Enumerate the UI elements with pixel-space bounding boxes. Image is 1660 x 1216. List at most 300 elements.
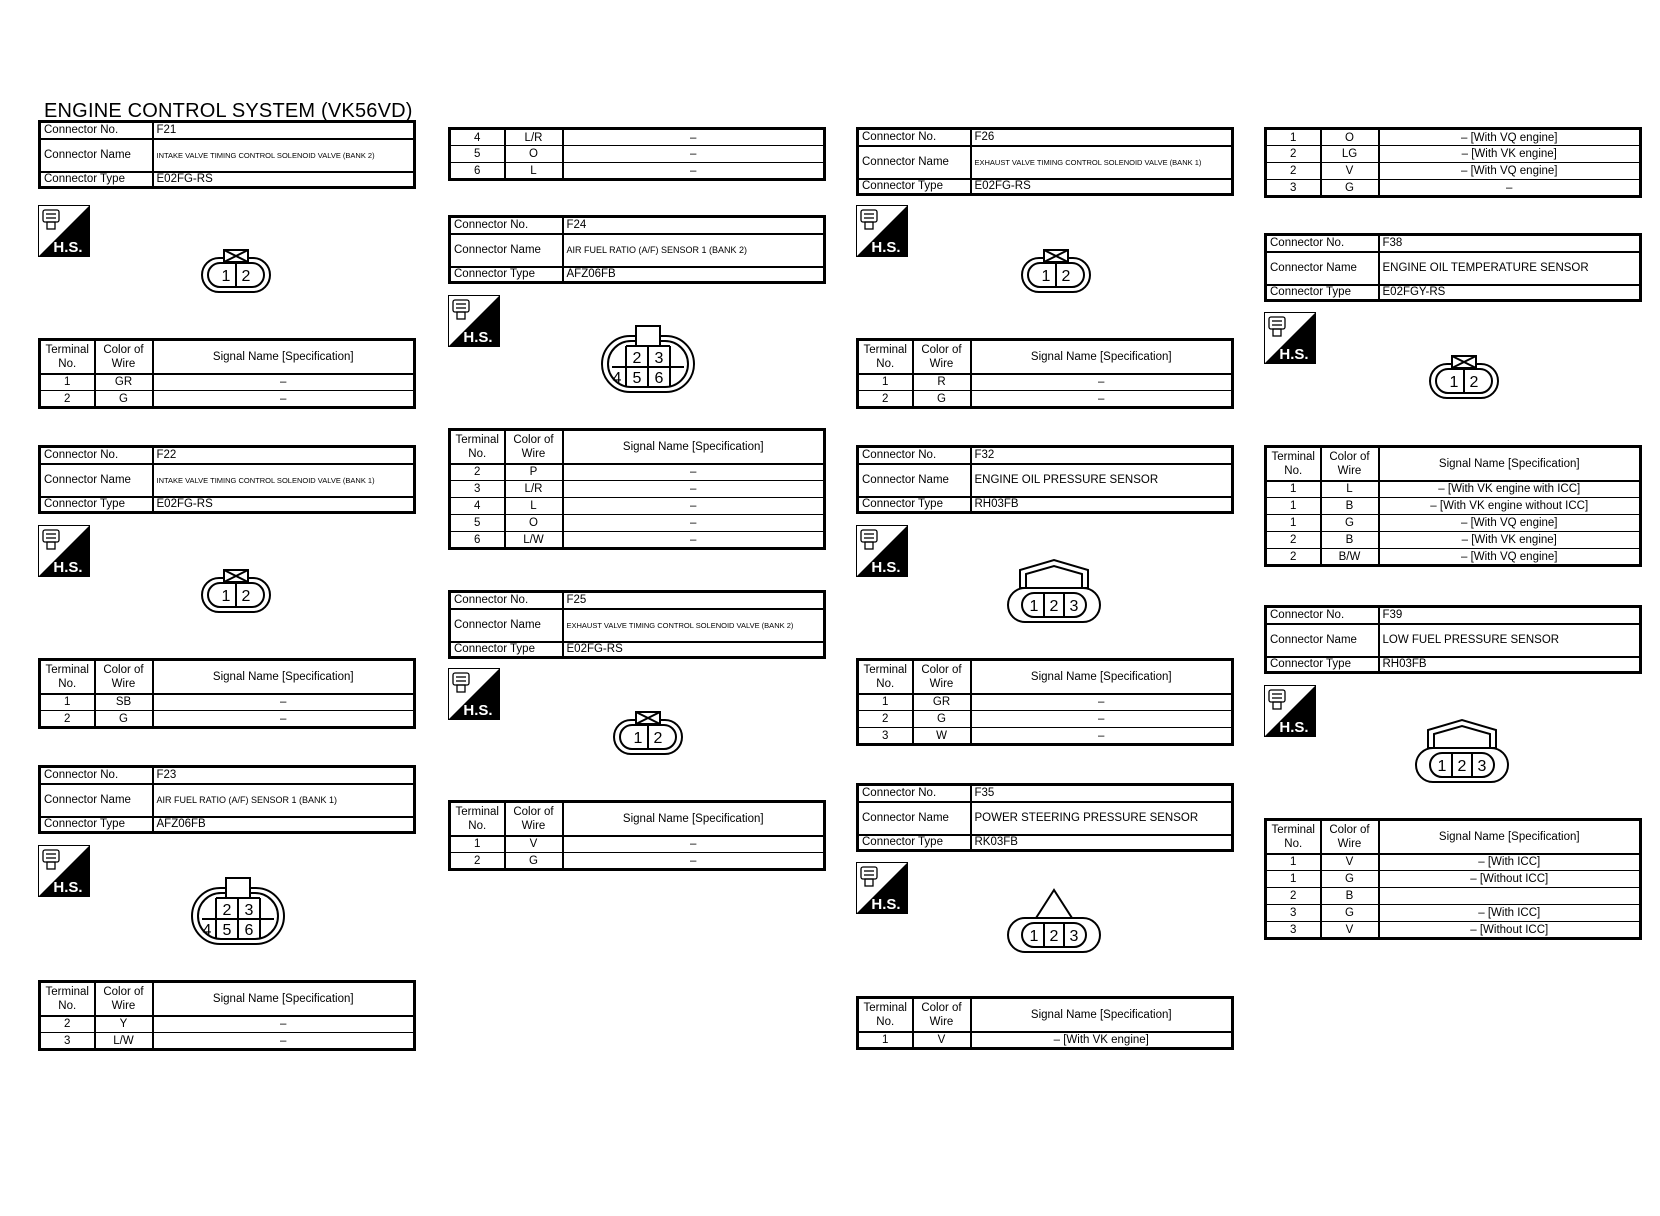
table-row xyxy=(1266,854,1641,871)
wire-color: SB xyxy=(95,694,153,711)
signal-name: – xyxy=(563,515,825,532)
wire-color: W xyxy=(913,728,971,745)
terminal-no: 2 xyxy=(450,464,505,481)
table-row xyxy=(858,694,1233,711)
signal-name: – xyxy=(153,711,415,728)
connector-diagram-3pin xyxy=(1414,718,1510,789)
signal-name: – [With VQ engine] xyxy=(1379,163,1641,180)
signal-name: – xyxy=(1379,180,1641,197)
connector-f24 xyxy=(448,215,826,284)
signal-name: – xyxy=(971,374,1233,391)
table-row xyxy=(858,728,1233,745)
signal-name: – [With VK engine with ICC] xyxy=(1379,481,1641,498)
terminal-table xyxy=(1264,445,1642,567)
signal-name: – [With VQ engine] xyxy=(1379,515,1641,532)
wire-color: L xyxy=(505,163,563,180)
hs-label: H.S. xyxy=(463,329,493,346)
table-row xyxy=(450,836,825,853)
signal-name: – xyxy=(563,836,825,853)
color-of-wire-header: Color of Wire xyxy=(95,660,153,694)
connector-no: F38 xyxy=(1379,235,1641,252)
hs-icon xyxy=(38,205,90,257)
terminal-no: 2 xyxy=(1266,163,1321,180)
table-row xyxy=(1266,481,1641,498)
hs-label: H.S. xyxy=(871,239,901,256)
wire-color: V xyxy=(1321,922,1379,939)
terminal-no-header: Terminal No. xyxy=(40,340,95,374)
signal-name xyxy=(1379,888,1641,905)
connector-diagram-6pin xyxy=(600,324,696,401)
connector-no: F35 xyxy=(971,785,1233,802)
terminal-no: 1 xyxy=(40,374,95,391)
hs-label: H.S. xyxy=(1279,346,1309,363)
connector-no-label: Connector No. xyxy=(1266,607,1379,624)
hs-icon xyxy=(38,525,90,577)
terminal-no-header: Terminal No. xyxy=(450,430,505,464)
terminal-no: 5 xyxy=(450,146,505,163)
terminal-no: 1 xyxy=(1266,871,1321,888)
hs-icon xyxy=(856,525,908,577)
color-of-wire-header: Color of Wire xyxy=(1321,447,1379,481)
terminal-no: 2 xyxy=(40,391,95,408)
color-of-wire-header: Color of Wire xyxy=(1321,820,1379,854)
signal-name-header: Signal Name [Specification] xyxy=(153,660,415,694)
terminal-no: 2 xyxy=(1266,532,1321,549)
wire-color: GR xyxy=(95,374,153,391)
terminal-table-header xyxy=(40,982,415,1016)
table-row xyxy=(1266,888,1641,905)
connector-name: POWER STEERING PRESSURE SENSOR xyxy=(971,802,1233,835)
connector-diagram-3pin xyxy=(1006,888,1102,959)
connector-face xyxy=(600,324,696,396)
connector-type-label: Connector Type xyxy=(858,835,971,851)
connector-no-label: Connector No. xyxy=(40,447,153,464)
signal-name: – xyxy=(563,532,825,549)
terminal-no: 1 xyxy=(1266,498,1321,515)
table-row xyxy=(450,464,825,481)
pin-label: 3 xyxy=(1069,598,1079,615)
wire-color: G xyxy=(1321,515,1379,532)
pin-label: 6 xyxy=(244,922,254,939)
connector-type-label: Connector Type xyxy=(858,179,971,195)
wire-color: B xyxy=(1321,498,1379,515)
connector-type: RH03FB xyxy=(971,497,1233,513)
pin-label: 2 xyxy=(1457,758,1467,775)
connector-name: AIR FUEL RATIO (A/F) SENSOR 1 (BANK 2) xyxy=(563,234,825,267)
wire-color: R xyxy=(913,374,971,391)
pin-label: 3 xyxy=(1069,928,1079,945)
hs-badge-graphic xyxy=(448,295,500,347)
connector-no: F26 xyxy=(971,129,1233,146)
table-row xyxy=(858,374,1233,391)
signal-name: – xyxy=(563,146,825,163)
wire-color: O xyxy=(505,515,563,532)
terminal-no: 2 xyxy=(1266,888,1321,905)
terminal-table-f35 xyxy=(856,996,1234,1050)
table-row xyxy=(1266,532,1641,549)
terminal-no: 1 xyxy=(1266,129,1321,146)
connector-info-table xyxy=(1264,233,1642,302)
connector-name-label: Connector Name xyxy=(40,464,153,497)
terminal-table-f25 xyxy=(448,800,826,871)
signal-name: – [Without ICC] xyxy=(1379,922,1641,939)
connector-type: RH03FB xyxy=(1379,657,1641,673)
connector-face xyxy=(1428,354,1500,402)
connector-type: E02FG-RS xyxy=(971,179,1233,195)
wire-color: L/W xyxy=(95,1033,153,1050)
connector-f23 xyxy=(38,765,416,834)
connector-diagram-6pin xyxy=(190,876,286,953)
pin-label: 2 xyxy=(632,350,642,367)
pin-label: 6 xyxy=(654,370,664,387)
pin-label: 1 xyxy=(221,588,231,605)
pin-label: 2 xyxy=(241,588,251,605)
table-row xyxy=(450,498,825,515)
wire-color: B xyxy=(1321,888,1379,905)
terminal-table xyxy=(448,127,826,181)
terminal-no: 2 xyxy=(858,391,913,408)
pin-label: 5 xyxy=(632,370,642,387)
connector-type: AFZ06FB xyxy=(153,817,415,833)
pin-label: 2 xyxy=(1049,598,1059,615)
wire-color: L/W xyxy=(505,532,563,549)
pin-label: 1 xyxy=(1437,758,1447,775)
terminal-no: 2 xyxy=(1266,549,1321,566)
connector-no-label: Connector No. xyxy=(450,592,563,609)
connector-info-table xyxy=(38,120,416,189)
table-row xyxy=(450,163,825,180)
signal-name: – [With ICC] xyxy=(1379,854,1641,871)
terminal-table xyxy=(38,338,416,409)
terminal-table-header xyxy=(40,340,415,374)
table-row xyxy=(450,515,825,532)
table-row xyxy=(450,129,825,146)
terminal-table xyxy=(448,428,826,550)
connector-type-label: Connector Type xyxy=(40,817,153,833)
hs-badge-graphic xyxy=(856,862,908,914)
connector-type-label: Connector Type xyxy=(1266,657,1379,673)
hs-icon xyxy=(856,205,908,257)
connector-name-label: Connector Name xyxy=(1266,624,1379,657)
hs-icon xyxy=(38,845,90,897)
wire-color: G xyxy=(1321,905,1379,922)
terminal-no: 6 xyxy=(450,532,505,549)
terminal-no: 2 xyxy=(40,1016,95,1033)
connector-type-label: Connector Type xyxy=(1266,285,1379,301)
wire-color: G xyxy=(95,711,153,728)
hs-label: H.S. xyxy=(53,879,83,896)
signal-name: – xyxy=(563,163,825,180)
signal-name: – xyxy=(563,129,825,146)
terminal-table-header xyxy=(450,802,825,836)
pin-label: 2 xyxy=(1469,374,1479,391)
wire-color: B/W xyxy=(1321,549,1379,566)
color-of-wire-header: Color of Wire xyxy=(505,802,563,836)
terminal-table-header xyxy=(450,430,825,464)
terminal-no-header: Terminal No. xyxy=(1266,820,1321,854)
connector-face xyxy=(200,568,272,616)
connector-type-label: Connector Type xyxy=(858,497,971,513)
wire-color: L/R xyxy=(505,481,563,498)
pin-label: 1 xyxy=(1449,374,1459,391)
terminal-table xyxy=(856,338,1234,409)
wire-color: G xyxy=(1321,871,1379,888)
signal-name: – xyxy=(153,694,415,711)
terminal-no-header: Terminal No. xyxy=(40,660,95,694)
terminal-no: 5 xyxy=(450,515,505,532)
terminal-table xyxy=(1264,818,1642,940)
connector-f38 xyxy=(1264,233,1642,302)
connector-type: E02FG-RS xyxy=(563,642,825,658)
pin-label: 2 xyxy=(1049,928,1059,945)
terminal-no: 2 xyxy=(1266,146,1321,163)
table-row xyxy=(40,694,415,711)
wire-color: G xyxy=(505,853,563,870)
terminal-table xyxy=(1264,127,1642,198)
color-of-wire-header: Color of Wire xyxy=(913,340,971,374)
terminal-no-header: Terminal No. xyxy=(858,340,913,374)
terminal-no: 3 xyxy=(40,1033,95,1050)
pin-label: 3 xyxy=(1477,758,1487,775)
hs-badge-graphic xyxy=(856,205,908,257)
hs-badge-graphic xyxy=(38,845,90,897)
terminal-table-header xyxy=(858,998,1233,1032)
wire-color: O xyxy=(505,146,563,163)
table-row xyxy=(1266,163,1641,180)
table-row xyxy=(1266,871,1641,888)
pin-label: 5 xyxy=(222,922,232,939)
hs-label: H.S. xyxy=(53,239,83,256)
signal-name: – xyxy=(563,481,825,498)
signal-name-header: Signal Name [Specification] xyxy=(153,340,415,374)
connector-info-table xyxy=(448,590,826,659)
connector-info-table xyxy=(856,127,1234,196)
pin-label: 3 xyxy=(654,350,664,367)
wire-color: G xyxy=(1321,180,1379,197)
signal-name: – [With VK engine without ICC] xyxy=(1379,498,1641,515)
table-row xyxy=(450,532,825,549)
wire-color: L/R xyxy=(505,129,563,146)
wire-color: V xyxy=(913,1032,971,1049)
wire-color: G xyxy=(913,391,971,408)
connector-type-label: Connector Type xyxy=(450,642,563,658)
wire-color: L xyxy=(1321,481,1379,498)
terminal-table-f23 xyxy=(38,980,416,1051)
connector-name: EXHAUST VALVE TIMING CONTROL SOLENOID VALVE (BANK 1) xyxy=(971,146,1233,179)
hs-label: H.S. xyxy=(871,896,901,913)
connector-name: AIR FUEL RATIO (A/F) SENSOR 1 (BANK 1) xyxy=(153,784,415,817)
hs-label: H.S. xyxy=(53,559,83,576)
terminal-no: 3 xyxy=(1266,905,1321,922)
connector-no: F22 xyxy=(153,447,415,464)
terminal-table-f22 xyxy=(38,658,416,729)
connector-f22 xyxy=(38,445,416,514)
terminal-table-f32 xyxy=(856,658,1234,746)
signal-name: – xyxy=(563,853,825,870)
terminal-no-header: Terminal No. xyxy=(450,802,505,836)
terminal-no: 1 xyxy=(1266,481,1321,498)
pin-label: 2 xyxy=(222,902,232,919)
signal-name: – xyxy=(153,374,415,391)
connector-no-label: Connector No. xyxy=(450,217,563,234)
signal-name: – xyxy=(153,1033,415,1050)
terminal-no: 3 xyxy=(1266,180,1321,197)
connector-f35 xyxy=(856,783,1234,852)
connector-name: ENGINE OIL PRESSURE SENSOR xyxy=(971,464,1233,497)
signal-name-header: Signal Name [Specification] xyxy=(971,340,1233,374)
hs-badge-graphic xyxy=(38,205,90,257)
connector-face xyxy=(612,710,684,758)
connector-diagram-2pin xyxy=(200,248,272,301)
connector-diagram-2pin xyxy=(1428,354,1500,407)
connector-name-label: Connector Name xyxy=(40,784,153,817)
terminal-no: 1 xyxy=(858,374,913,391)
connector-type: AFZ06FB xyxy=(563,267,825,283)
signal-name: – xyxy=(563,464,825,481)
connector-no: F23 xyxy=(153,767,415,784)
table-row xyxy=(450,481,825,498)
table-row xyxy=(40,1033,415,1050)
pin-label: 2 xyxy=(1061,268,1071,285)
terminal-table xyxy=(448,800,826,871)
connector-name: INTAKE VALVE TIMING CONTROL SOLENOID VALVE (BANK 1) xyxy=(153,464,415,497)
pin-label: 3 xyxy=(244,902,254,919)
page-title: ENGINE CONTROL SYSTEM (VK56VD) xyxy=(44,100,413,122)
pin-label: 1 xyxy=(1041,268,1051,285)
hs-badge-graphic xyxy=(448,668,500,720)
terminal-table xyxy=(38,980,416,1051)
table-row xyxy=(1266,180,1641,197)
connector-no: F21 xyxy=(153,122,415,139)
wire-color: G xyxy=(913,711,971,728)
connector-name-label: Connector Name xyxy=(858,464,971,497)
hs-icon xyxy=(1264,312,1316,364)
connector-face xyxy=(190,876,286,948)
table-row xyxy=(40,374,415,391)
table-row xyxy=(450,146,825,163)
table-row xyxy=(40,711,415,728)
hs-icon xyxy=(856,862,908,914)
connector-type-label: Connector Type xyxy=(450,267,563,283)
terminal-no: 1 xyxy=(1266,854,1321,871)
terminal-no-header: Terminal No. xyxy=(858,998,913,1032)
connector-no-label: Connector No. xyxy=(1266,235,1379,252)
terminal-no: 3 xyxy=(858,728,913,745)
terminal-no: 1 xyxy=(40,694,95,711)
connector-info-table xyxy=(856,783,1234,852)
hs-badge-graphic xyxy=(38,525,90,577)
signal-name: – [With VQ engine] xyxy=(1379,549,1641,566)
connector-info-table xyxy=(448,215,826,284)
pin-label: 2 xyxy=(653,730,663,747)
terminal-no-header: Terminal No. xyxy=(1266,447,1321,481)
terminal-no: 1 xyxy=(1266,515,1321,532)
connector-f21 xyxy=(38,120,416,189)
connector-no: F32 xyxy=(971,447,1233,464)
terminal-no: 4 xyxy=(450,129,505,146)
connector-info-table xyxy=(1264,605,1642,674)
connector-no-label: Connector No. xyxy=(858,785,971,802)
signal-name: – xyxy=(971,391,1233,408)
hs-label: H.S. xyxy=(871,559,901,576)
wire-color: LG xyxy=(1321,146,1379,163)
table-row xyxy=(1266,129,1641,146)
connector-diagram-2pin xyxy=(1020,248,1092,301)
terminal-table-f24 xyxy=(448,428,826,550)
signal-name: – xyxy=(971,728,1233,745)
hs-badge-graphic xyxy=(1264,312,1316,364)
connector-name-label: Connector Name xyxy=(1266,252,1379,285)
connector-diagram-3pin xyxy=(1006,558,1102,629)
table-row xyxy=(450,853,825,870)
connector-no: F24 xyxy=(563,217,825,234)
table-row xyxy=(1266,146,1641,163)
connector-info-table xyxy=(38,445,416,514)
wire-color: G xyxy=(95,391,153,408)
signal-name: – [With VK engine] xyxy=(971,1032,1233,1049)
table-row xyxy=(1266,922,1641,939)
terminal-table-header xyxy=(858,660,1233,694)
hs-badge-graphic xyxy=(856,525,908,577)
connector-f32 xyxy=(856,445,1234,514)
connector-type: E02FGY-RS xyxy=(1379,285,1641,301)
pin-label: 1 xyxy=(1029,598,1039,615)
table-row xyxy=(40,1016,415,1033)
hs-icon xyxy=(448,295,500,347)
wire-color: B xyxy=(1321,532,1379,549)
signal-name: – [Without ICC] xyxy=(1379,871,1641,888)
terminal-table-f23-continued xyxy=(448,127,826,181)
pin-label: 1 xyxy=(633,730,643,747)
terminal-no: 2 xyxy=(450,853,505,870)
signal-name: – xyxy=(153,1016,415,1033)
table-row xyxy=(1266,515,1641,532)
terminal-no: 1 xyxy=(450,836,505,853)
connector-no-label: Connector No. xyxy=(858,447,971,464)
terminal-no-header: Terminal No. xyxy=(858,660,913,694)
connector-diagram-2pin xyxy=(612,710,684,763)
table-row xyxy=(858,711,1233,728)
color-of-wire-header: Color of Wire xyxy=(95,982,153,1016)
terminal-table-f38 xyxy=(1264,445,1642,567)
wire-color: GR xyxy=(913,694,971,711)
terminal-no: 3 xyxy=(450,481,505,498)
connector-name-label: Connector Name xyxy=(450,609,563,642)
connector-info-table xyxy=(856,445,1234,514)
hs-badge-graphic xyxy=(1264,685,1316,737)
color-of-wire-header: Color of Wire xyxy=(913,998,971,1032)
connector-no-label: Connector No. xyxy=(40,122,153,139)
pin-label: 4 xyxy=(612,370,622,387)
hs-label: H.S. xyxy=(463,702,493,719)
signal-name: – [With VQ engine] xyxy=(1379,129,1641,146)
terminal-no: 2 xyxy=(858,711,913,728)
pin-label: 4 xyxy=(202,922,212,939)
signal-name-header: Signal Name [Specification] xyxy=(153,982,415,1016)
pin-label: 1 xyxy=(221,268,231,285)
table-row xyxy=(858,1032,1233,1049)
terminal-table-f35-continued xyxy=(1264,127,1642,198)
hs-label: H.S. xyxy=(1279,719,1309,736)
terminal-table-header xyxy=(1266,820,1641,854)
signal-name-header: Signal Name [Specification] xyxy=(1379,820,1641,854)
signal-name-header: Signal Name [Specification] xyxy=(971,660,1233,694)
connector-type-label: Connector Type xyxy=(40,497,153,513)
terminal-no: 6 xyxy=(450,163,505,180)
connector-no-label: Connector No. xyxy=(40,767,153,784)
signal-name: – xyxy=(563,498,825,515)
connector-face xyxy=(200,248,272,296)
